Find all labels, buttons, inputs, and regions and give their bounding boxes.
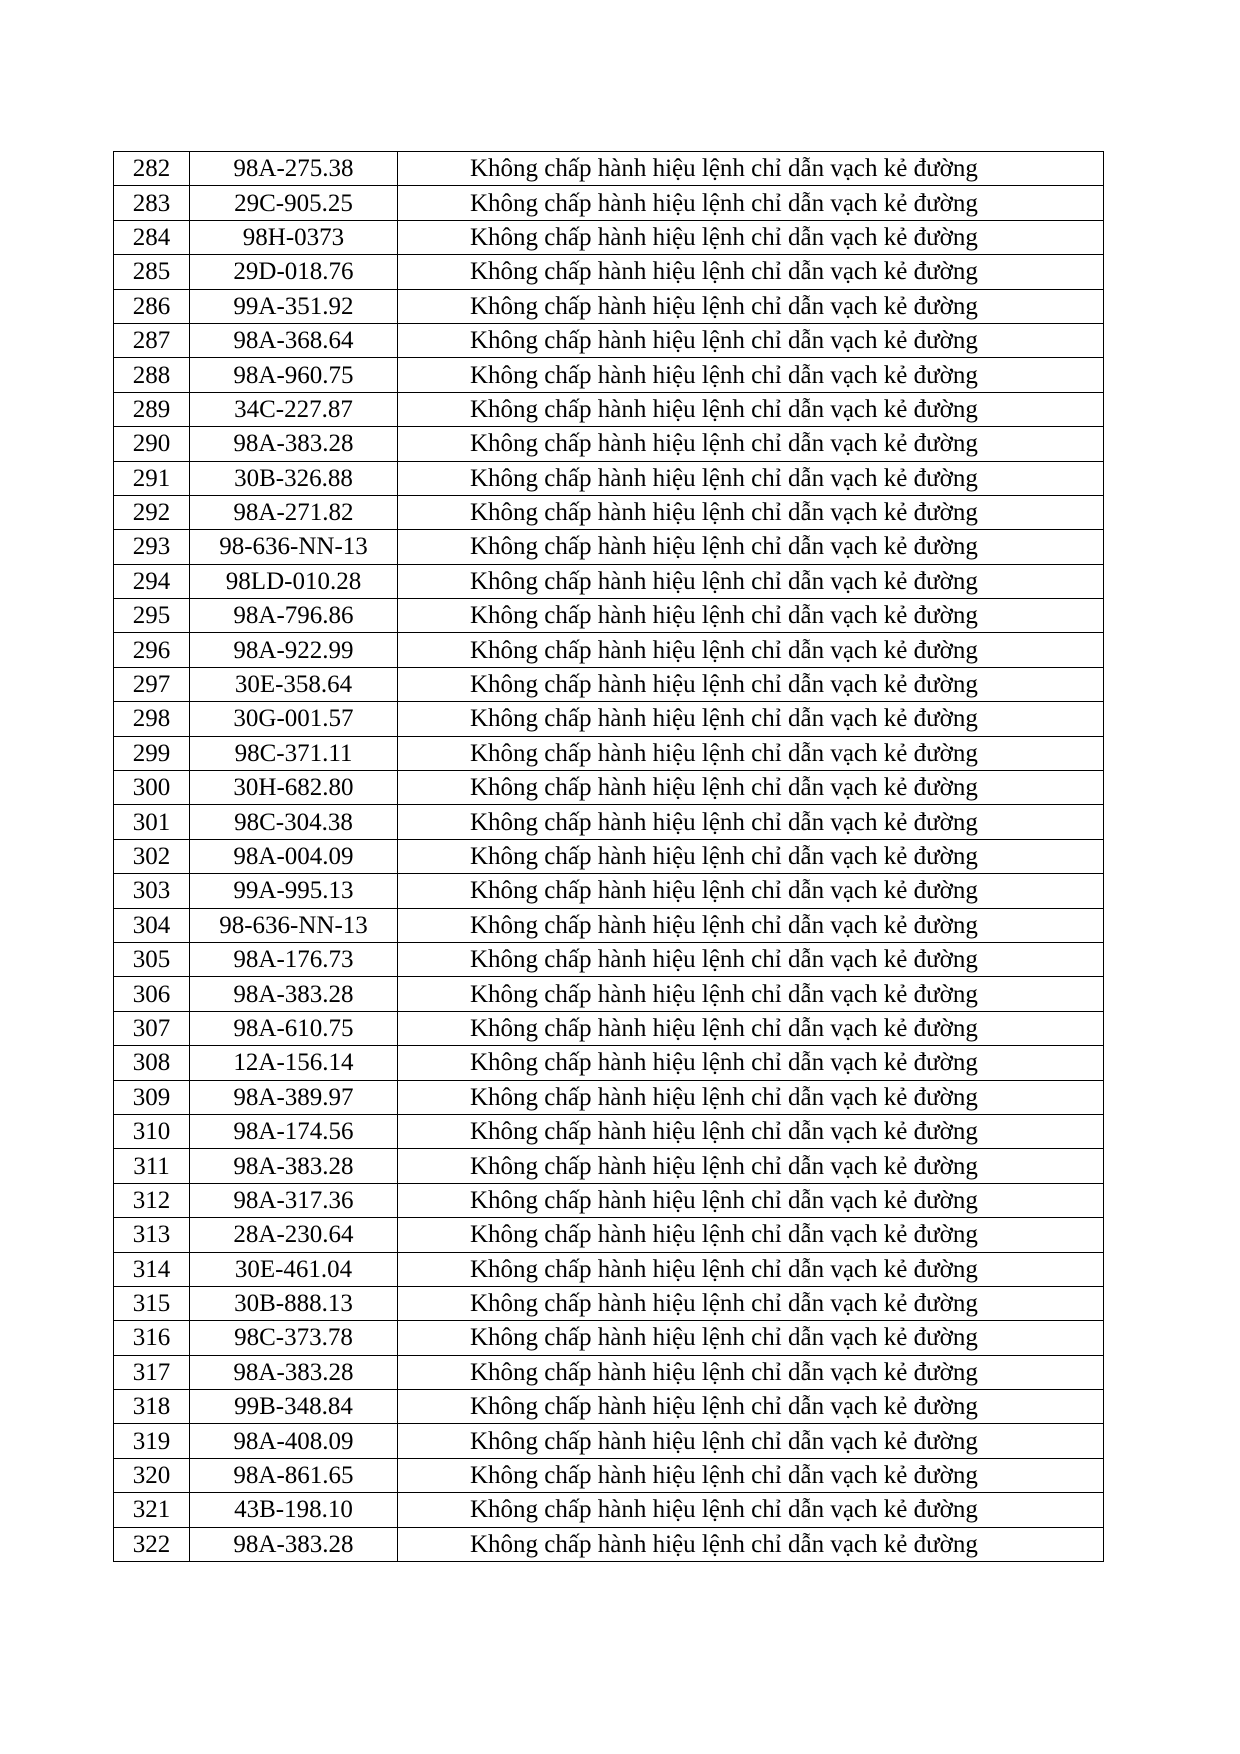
row-number-cell: 302 xyxy=(114,839,190,873)
license-plate-cell: 98A-960.75 xyxy=(190,358,398,392)
table-row xyxy=(114,1527,1104,1561)
row-number-cell: 304 xyxy=(114,908,190,942)
license-plate-cell: 28A-230.64 xyxy=(190,1218,398,1252)
license-plate-cell: 98A-610.75 xyxy=(190,1011,398,1045)
table-row xyxy=(114,255,1104,289)
row-number-cell: 307 xyxy=(114,1011,190,1045)
row-number-cell: 298 xyxy=(114,702,190,736)
license-plate-cell: 98C-304.38 xyxy=(190,805,398,839)
license-plate-cell: 30B-888.13 xyxy=(190,1286,398,1320)
table-row xyxy=(114,736,1104,770)
license-plate-cell: 98A-383.28 xyxy=(190,1149,398,1183)
row-number-cell: 293 xyxy=(114,530,190,564)
row-number-cell: 295 xyxy=(114,599,190,633)
violation-description-cell: Không chấp hành hiệu lệnh chỉ dẫn vạch kẻ đường xyxy=(398,1252,1104,1286)
table-row xyxy=(114,358,1104,392)
violation-description-cell: Không chấp hành hiệu lệnh chỉ dẫn vạch kẻ đường xyxy=(398,1355,1104,1389)
violation-description-cell: Không chấp hành hiệu lệnh chỉ dẫn vạch kẻ đường xyxy=(398,495,1104,529)
license-plate-cell: 99A-351.92 xyxy=(190,289,398,323)
license-plate-cell: 98C-373.78 xyxy=(190,1321,398,1355)
license-plate-cell: 98A-922.99 xyxy=(190,633,398,667)
violations-table xyxy=(113,151,1104,1562)
license-plate-cell: 34C-227.87 xyxy=(190,392,398,426)
license-plate-cell: 98A-176.73 xyxy=(190,942,398,976)
violation-description-cell: Không chấp hành hiệu lệnh chỉ dẫn vạch kẻ đường xyxy=(398,255,1104,289)
violation-description-cell: Không chấp hành hiệu lệnh chỉ dẫn vạch kẻ đường xyxy=(398,1114,1104,1148)
table-row xyxy=(114,1114,1104,1148)
row-number-cell: 299 xyxy=(114,736,190,770)
license-plate-cell: 98A-389.97 xyxy=(190,1080,398,1114)
table-row xyxy=(114,667,1104,701)
violation-description-cell: Không chấp hành hiệu lệnh chỉ dẫn vạch kẻ đường xyxy=(398,323,1104,357)
table-row xyxy=(114,1390,1104,1424)
violation-description-cell: Không chấp hành hiệu lệnh chỉ dẫn vạch kẻ đường xyxy=(398,667,1104,701)
table-row xyxy=(114,461,1104,495)
table-row xyxy=(114,289,1104,323)
table-row xyxy=(114,977,1104,1011)
row-number-cell: 322 xyxy=(114,1527,190,1561)
table-row xyxy=(114,805,1104,839)
license-plate-cell: 98A-174.56 xyxy=(190,1114,398,1148)
row-number-cell: 290 xyxy=(114,427,190,461)
row-number-cell: 314 xyxy=(114,1252,190,1286)
violation-description-cell: Không chấp hành hiệu lệnh chỉ dẫn vạch kẻ đường xyxy=(398,1046,1104,1080)
row-number-cell: 287 xyxy=(114,323,190,357)
row-number-cell: 294 xyxy=(114,564,190,598)
violation-description-cell: Không chấp hành hiệu lệnh chỉ dẫn vạch kẻ đường xyxy=(398,908,1104,942)
row-number-cell: 306 xyxy=(114,977,190,1011)
violation-description-cell: Không chấp hành hiệu lệnh chỉ dẫn vạch kẻ đường xyxy=(398,702,1104,736)
row-number-cell: 317 xyxy=(114,1355,190,1389)
table-row xyxy=(114,1183,1104,1217)
row-number-cell: 296 xyxy=(114,633,190,667)
row-number-cell: 318 xyxy=(114,1390,190,1424)
row-number-cell: 289 xyxy=(114,392,190,426)
license-plate-cell: 98A-861.65 xyxy=(190,1458,398,1492)
license-plate-cell: 98A-383.28 xyxy=(190,1355,398,1389)
violation-description-cell: Không chấp hành hiệu lệnh chỉ dẫn vạch kẻ đường xyxy=(398,1011,1104,1045)
license-plate-cell: 98A-271.82 xyxy=(190,495,398,529)
row-number-cell: 284 xyxy=(114,220,190,254)
table-row xyxy=(114,1321,1104,1355)
table-row xyxy=(114,1355,1104,1389)
row-number-cell: 283 xyxy=(114,186,190,220)
violation-description-cell: Không chấp hành hiệu lệnh chỉ dẫn vạch kẻ đường xyxy=(398,874,1104,908)
license-plate-cell: 98A-317.36 xyxy=(190,1183,398,1217)
violation-description-cell: Không chấp hành hiệu lệnh chỉ dẫn vạch kẻ đường xyxy=(398,1183,1104,1217)
table-row xyxy=(114,564,1104,598)
violation-description-cell: Không chấp hành hiệu lệnh chỉ dẫn vạch kẻ đường xyxy=(398,1458,1104,1492)
table-row xyxy=(114,1046,1104,1080)
row-number-cell: 309 xyxy=(114,1080,190,1114)
table-row xyxy=(114,839,1104,873)
license-plate-cell: 98-636-NN-13 xyxy=(190,908,398,942)
row-number-cell: 282 xyxy=(114,152,190,186)
table-row xyxy=(114,186,1104,220)
row-number-cell: 308 xyxy=(114,1046,190,1080)
violation-description-cell: Không chấp hành hiệu lệnh chỉ dẫn vạch kẻ đường xyxy=(398,633,1104,667)
license-plate-cell: 98-636-NN-13 xyxy=(190,530,398,564)
row-number-cell: 292 xyxy=(114,495,190,529)
violation-description-cell: Không chấp hành hiệu lệnh chỉ dẫn vạch kẻ đường xyxy=(398,1286,1104,1320)
violation-description-cell: Không chấp hành hiệu lệnh chỉ dẫn vạch kẻ đường xyxy=(398,599,1104,633)
violation-description-cell: Không chấp hành hiệu lệnh chỉ dẫn vạch kẻ đường xyxy=(398,771,1104,805)
violation-description-cell: Không chấp hành hiệu lệnh chỉ dẫn vạch kẻ đường xyxy=(398,392,1104,426)
license-plate-cell: 98A-383.28 xyxy=(190,1527,398,1561)
violation-description-cell: Không chấp hành hiệu lệnh chỉ dẫn vạch kẻ đường xyxy=(398,977,1104,1011)
table-row xyxy=(114,633,1104,667)
license-plate-cell: 98LD-010.28 xyxy=(190,564,398,598)
table-row xyxy=(114,427,1104,461)
table-row xyxy=(114,1424,1104,1458)
violation-description-cell: Không chấp hành hiệu lệnh chỉ dẫn vạch kẻ đường xyxy=(398,530,1104,564)
violation-description-cell: Không chấp hành hiệu lệnh chỉ dẫn vạch kẻ đường xyxy=(398,1080,1104,1114)
license-plate-cell: 98A-383.28 xyxy=(190,977,398,1011)
license-plate-cell: 98A-408.09 xyxy=(190,1424,398,1458)
license-plate-cell: 30B-326.88 xyxy=(190,461,398,495)
license-plate-cell: 98A-796.86 xyxy=(190,599,398,633)
license-plate-cell: 98A-368.64 xyxy=(190,323,398,357)
row-number-cell: 297 xyxy=(114,667,190,701)
table-row xyxy=(114,1493,1104,1527)
row-number-cell: 310 xyxy=(114,1114,190,1148)
violation-description-cell: Không chấp hành hiệu lệnh chỉ dẫn vạch kẻ đường xyxy=(398,805,1104,839)
license-plate-cell: 29C-905.25 xyxy=(190,186,398,220)
table-row xyxy=(114,1149,1104,1183)
row-number-cell: 288 xyxy=(114,358,190,392)
table-row xyxy=(114,1011,1104,1045)
table-row xyxy=(114,323,1104,357)
violation-description-cell: Không chấp hành hiệu lệnh chỉ dẫn vạch kẻ đường xyxy=(398,1424,1104,1458)
row-number-cell: 321 xyxy=(114,1493,190,1527)
violation-description-cell: Không chấp hành hiệu lệnh chỉ dẫn vạch kẻ đường xyxy=(398,358,1104,392)
row-number-cell: 305 xyxy=(114,942,190,976)
row-number-cell: 301 xyxy=(114,805,190,839)
row-number-cell: 286 xyxy=(114,289,190,323)
table-row xyxy=(114,1080,1104,1114)
violation-description-cell: Không chấp hành hiệu lệnh chỉ dẫn vạch kẻ đường xyxy=(398,1527,1104,1561)
table-row xyxy=(114,599,1104,633)
violation-description-cell: Không chấp hành hiệu lệnh chỉ dẫn vạch kẻ đường xyxy=(398,942,1104,976)
row-number-cell: 319 xyxy=(114,1424,190,1458)
violation-description-cell: Không chấp hành hiệu lệnh chỉ dẫn vạch kẻ đường xyxy=(398,736,1104,770)
license-plate-cell: 98A-383.28 xyxy=(190,427,398,461)
row-number-cell: 313 xyxy=(114,1218,190,1252)
table-row xyxy=(114,1218,1104,1252)
table-row xyxy=(114,530,1104,564)
table-row xyxy=(114,152,1104,186)
row-number-cell: 291 xyxy=(114,461,190,495)
table-row xyxy=(114,771,1104,805)
table-row xyxy=(114,392,1104,426)
row-number-cell: 285 xyxy=(114,255,190,289)
row-number-cell: 320 xyxy=(114,1458,190,1492)
table-row xyxy=(114,220,1104,254)
table-row xyxy=(114,908,1104,942)
violation-description-cell: Không chấp hành hiệu lệnh chỉ dẫn vạch kẻ đường xyxy=(398,427,1104,461)
violation-description-cell: Không chấp hành hiệu lệnh chỉ dẫn vạch kẻ đường xyxy=(398,461,1104,495)
row-number-cell: 311 xyxy=(114,1149,190,1183)
row-number-cell: 315 xyxy=(114,1286,190,1320)
license-plate-cell: 12A-156.14 xyxy=(190,1046,398,1080)
table-row xyxy=(114,1458,1104,1492)
license-plate-cell: 30H-682.80 xyxy=(190,771,398,805)
violation-description-cell: Không chấp hành hiệu lệnh chỉ dẫn vạch kẻ đường xyxy=(398,1493,1104,1527)
license-plate-cell: 43B-198.10 xyxy=(190,1493,398,1527)
row-number-cell: 303 xyxy=(114,874,190,908)
violation-description-cell: Không chấp hành hiệu lệnh chỉ dẫn vạch kẻ đường xyxy=(398,289,1104,323)
license-plate-cell: 98H-0373 xyxy=(190,220,398,254)
row-number-cell: 312 xyxy=(114,1183,190,1217)
license-plate-cell: 30E-461.04 xyxy=(190,1252,398,1286)
violation-description-cell: Không chấp hành hiệu lệnh chỉ dẫn vạch kẻ đường xyxy=(398,152,1104,186)
violation-description-cell: Không chấp hành hiệu lệnh chỉ dẫn vạch kẻ đường xyxy=(398,839,1104,873)
license-plate-cell: 99B-348.84 xyxy=(190,1390,398,1424)
violation-description-cell: Không chấp hành hiệu lệnh chỉ dẫn vạch kẻ đường xyxy=(398,1390,1104,1424)
table-row xyxy=(114,702,1104,736)
license-plate-cell: 99A-995.13 xyxy=(190,874,398,908)
license-plate-cell: 98A-275.38 xyxy=(190,152,398,186)
license-plate-cell: 98A-004.09 xyxy=(190,839,398,873)
violation-description-cell: Không chấp hành hiệu lệnh chỉ dẫn vạch kẻ đường xyxy=(398,1218,1104,1252)
violation-description-cell: Không chấp hành hiệu lệnh chỉ dẫn vạch kẻ đường xyxy=(398,1149,1104,1183)
license-plate-cell: 98C-371.11 xyxy=(190,736,398,770)
license-plate-cell: 30E-358.64 xyxy=(190,667,398,701)
table-row xyxy=(114,1286,1104,1320)
violation-description-cell: Không chấp hành hiệu lệnh chỉ dẫn vạch kẻ đường xyxy=(398,220,1104,254)
row-number-cell: 316 xyxy=(114,1321,190,1355)
license-plate-cell: 30G-001.57 xyxy=(190,702,398,736)
license-plate-cell: 29D-018.76 xyxy=(190,255,398,289)
table-row xyxy=(114,495,1104,529)
table-row xyxy=(114,1252,1104,1286)
violations-table-body xyxy=(114,152,1104,1562)
row-number-cell: 300 xyxy=(114,771,190,805)
table-row xyxy=(114,942,1104,976)
violation-description-cell: Không chấp hành hiệu lệnh chỉ dẫn vạch kẻ đường xyxy=(398,186,1104,220)
table-row xyxy=(114,874,1104,908)
violation-description-cell: Không chấp hành hiệu lệnh chỉ dẫn vạch kẻ đường xyxy=(398,1321,1104,1355)
violation-description-cell: Không chấp hành hiệu lệnh chỉ dẫn vạch kẻ đường xyxy=(398,564,1104,598)
